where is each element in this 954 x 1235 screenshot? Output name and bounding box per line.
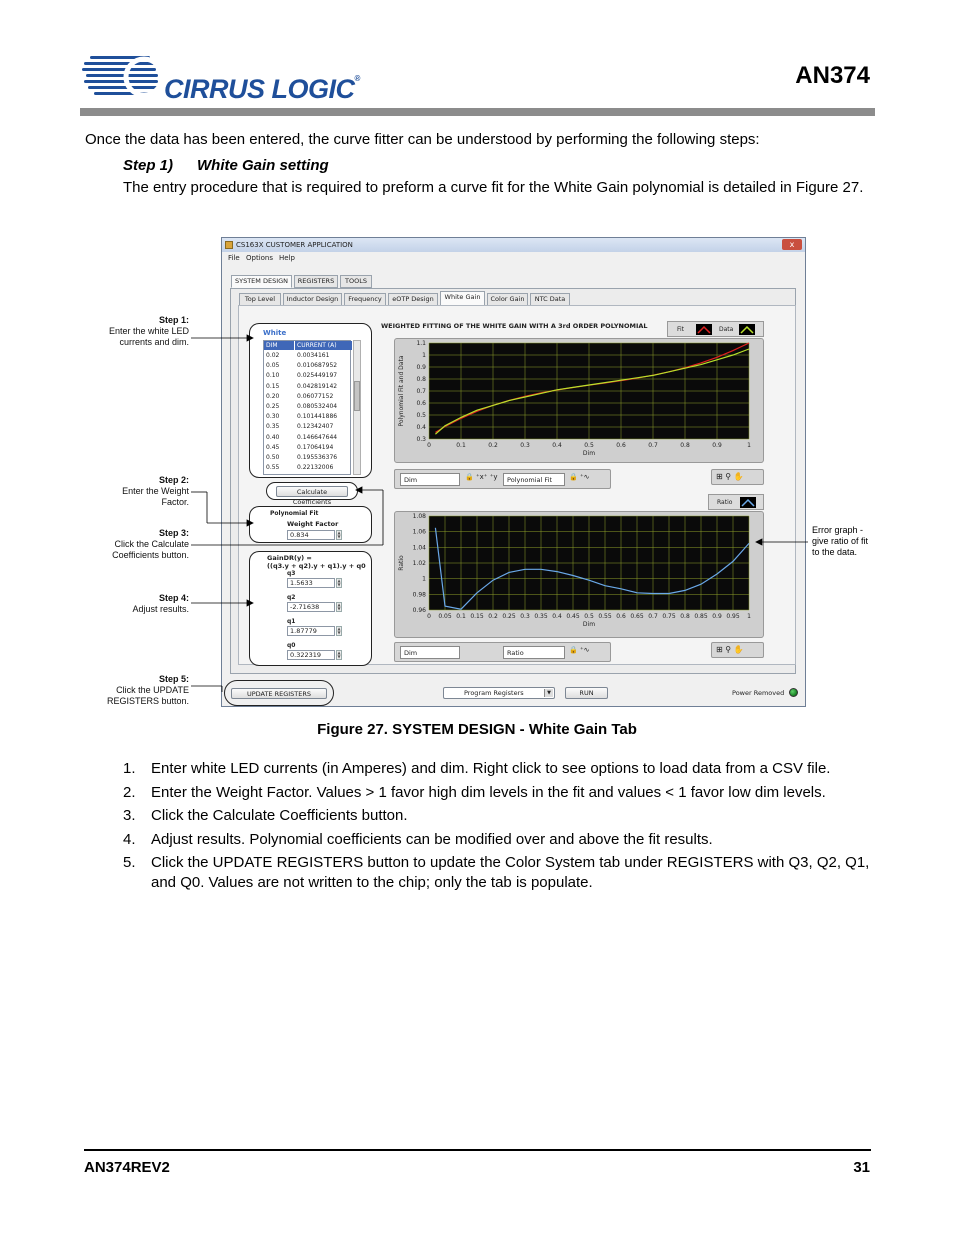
poly-fit-title: Polynomial Fit [270, 510, 319, 517]
close-button[interactable]: x [782, 239, 802, 250]
tab-tools[interactable]: TOOLS [340, 275, 372, 288]
window-title: CS163X CUSTOMER APPLICATION [236, 241, 353, 249]
table-cell-current[interactable]: 0.0034161 [297, 352, 330, 359]
x-tick-label: 0.7 [648, 613, 658, 620]
legend-fit-label: Fit [677, 326, 685, 333]
coef-input-q2[interactable]: -2.71638 [287, 602, 335, 612]
y-axis-label: Ratio [398, 555, 405, 571]
status-text: Power Removed [732, 689, 785, 697]
coef-label-q2: q2 [287, 594, 296, 601]
x-tick-label: 0.7 [648, 442, 658, 449]
graph2-cursor-y[interactable]: Ratio [503, 646, 565, 659]
tab-top-level[interactable]: Top Level [239, 293, 281, 306]
table-cell-dim[interactable]: 0.40 [266, 433, 280, 441]
y-tick-label: 1.06 [412, 528, 426, 536]
zoom-tools-icon-2[interactable]: ⊞ ⚲ ✋ [716, 645, 744, 654]
table-cell-current[interactable]: 0.025449197 [297, 372, 338, 380]
table-title: White [263, 329, 287, 337]
graph1-cursor-x[interactable]: Dim [400, 473, 460, 486]
y-tick-label: 1.02 [412, 560, 426, 567]
graph1-cursor-tools-icon[interactable]: 🔒 ⁺x⁺ ⁺y [465, 473, 498, 481]
y-tick-label: 0.96 [412, 607, 426, 614]
x-tick-label: 0.2 [488, 613, 498, 620]
list-item: 3. Click the Calculate Coefficients button. [123, 807, 408, 824]
steps-list [123, 759, 873, 897]
coef-spinner-q1[interactable]: ▲ ▼ [337, 626, 341, 635]
x-tick-label: 0.9 [712, 613, 722, 620]
x-tick-label: 0.15 [470, 613, 484, 620]
tab-registers[interactable]: REGISTERS [294, 275, 338, 288]
document-id: AN374 [795, 62, 870, 89]
y-axis-label: Polynomial Fit and Data [398, 355, 405, 427]
x-tick-label: 0.2 [488, 442, 498, 449]
graph2-format-icon[interactable]: 🔒 ⁺∿ [569, 646, 590, 654]
x-tick-label: 0.6 [616, 613, 626, 620]
x-axis-label: Dim [582, 621, 596, 628]
step-description: The entry procedure that is required to preform a curve fit for the White Gain polynomial is detailed in Figure 27. [123, 179, 864, 196]
weight-factor-input[interactable]: 0.834 [287, 530, 335, 540]
coef-input-q0[interactable]: 0.322319 [287, 650, 335, 660]
table-cell-dim[interactable]: 0.25 [266, 403, 280, 410]
y-tick-label: 0.8 [416, 376, 426, 383]
y-tick-label: 0.4 [416, 424, 426, 431]
menu-help[interactable]: Help [279, 254, 295, 262]
weight-factor-label: Weight Factor [287, 520, 339, 528]
x-tick-label: 0.45 [566, 613, 580, 620]
footer-divider [84, 1149, 871, 1151]
column-header-dim: DIM [264, 341, 294, 350]
list-item: 4. Adjust results. Polynomial coefficients can be modified over and above the fit results. [123, 830, 713, 848]
table-cell-dim[interactable]: 0.30 [266, 413, 280, 421]
list-item: 2. Enter the Weight Factor. Values > 1 favor high dim levels in the fit and values < 1 favor low dim levels. [123, 783, 826, 801]
menu-file[interactable]: File [228, 254, 240, 262]
graph2-cursor-x[interactable]: Dim [400, 646, 460, 659]
x-tick-label: 0.6 [616, 442, 626, 449]
chevron-down-icon[interactable]: ▼ [544, 689, 553, 697]
table-cell-current[interactable]: 0.12342407 [297, 423, 334, 431]
table-cell-dim[interactable]: 0.20 [266, 392, 280, 400]
x-tick-label: 0.9 [712, 442, 722, 449]
list-item: 5. Click the UPDATE REGISTERS button to update the Color System tab under REGISTERS with Q3, Q2, Q1, and Q0. Values are not written to the chip; only the tab is populate. [123, 854, 870, 891]
y-tick-label: 1.08 [412, 513, 426, 520]
formula-line-1: GainDR(y) = [267, 554, 312, 562]
y-tick-label: 0.7 [416, 388, 426, 395]
x-tick-label: 0.85 [694, 613, 708, 620]
update-registers-button[interactable]: UPDATE REGISTERS [231, 688, 327, 699]
table-cell-current[interactable]: 0.22132006 [297, 464, 334, 472]
calculate-coefficients-button[interactable]: Calculate Coefficients [276, 486, 348, 497]
callout-step-2: Step 2: Enter the Weight Factor. [122, 475, 189, 507]
coef-label-q1: q1 [287, 618, 296, 625]
list-item: 1. Enter white LED currents (in Amperes) and dim. Right click to see options to load data from a CSV file. [123, 760, 831, 777]
callout-step-4: Step 4: Adjust results. [132, 593, 189, 614]
x-tick-label: 0.4 [552, 442, 562, 449]
y-tick-label: 0.6 [416, 400, 426, 407]
callout-step-5: Step 5: Click the UPDATE REGISTERS button. [106, 674, 189, 706]
formula-line-2: ((q3.y + q2).y + q1).y + q0 [267, 562, 366, 570]
x-tick-label: 0.55 [598, 613, 612, 620]
legend-ratio-label: Ratio [717, 499, 733, 506]
y-tick-label: 1.04 [412, 544, 426, 552]
column-header-current: CURRENT (A) [295, 341, 352, 350]
program-select-value: Program Registers [464, 689, 524, 697]
coef-spinner-q3[interactable]: ▲ ▼ [337, 578, 341, 587]
graph1-title: WEIGHTED FITTING OF THE WHITE GAIN WITH A 3rd ORDER POLYNOMIAL [381, 322, 648, 330]
table-cell-dim[interactable]: 0.55 [266, 464, 280, 472]
x-tick-label: 1 [747, 442, 751, 449]
table-cell-current[interactable]: 0.101441886 [297, 413, 338, 421]
company-logo-text: CIRRUS LOGIC® [164, 74, 360, 104]
table-cell-current[interactable]: 0.06077152 [297, 392, 334, 400]
table-cell-current[interactable]: 0.146647644 [297, 433, 338, 441]
coef-label-q3: q3 [287, 570, 296, 577]
y-tick-label: 0.5 [416, 412, 426, 419]
step-heading: Step 1) White Gain setting [123, 157, 329, 174]
coef-spinner-q2[interactable]: ▲ ▼ [337, 602, 341, 611]
x-tick-label: 0.5 [584, 442, 594, 449]
tab-frequency[interactable]: Frequency [344, 293, 386, 306]
footer-doc-rev: AN374REV2 [84, 1159, 170, 1176]
table-cell-dim[interactable]: 0.15 [266, 382, 280, 390]
intro-paragraph: Once the data has been entered, the curve fitter can be understood by performing the following steps: [85, 131, 760, 148]
x-tick-label: 0 [427, 442, 431, 449]
graph1-cursor-y[interactable]: Polynomial Fit [503, 473, 565, 486]
x-tick-label: 0.1 [456, 613, 466, 620]
table-cell-current[interactable]: 0.010687952 [297, 362, 338, 370]
x-tick-label: 1 [747, 613, 751, 620]
callout-step-1: Step 1: Enter the white LED currents and dim. [108, 315, 189, 347]
coef-label-q0: q0 [287, 642, 296, 649]
coef-input-q3[interactable]: 1.5633 [287, 578, 335, 588]
x-tick-label: 0.65 [630, 613, 644, 620]
tab-color-gain[interactable]: Color Gain [487, 293, 528, 306]
x-tick-label: 0.3 [520, 613, 530, 620]
tab-eotp-design[interactable]: eOTP Design [388, 293, 438, 306]
table-cell-current[interactable]: 0.195536376 [297, 454, 338, 461]
coef-input-q1[interactable]: 1.87779 [287, 626, 335, 636]
x-tick-label: 0.8 [680, 613, 690, 620]
y-tick-label: 0.3 [416, 436, 426, 443]
y-tick-label: 1.1 [416, 340, 426, 347]
y-tick-label: 0.9 [416, 364, 426, 371]
x-tick-label: 0.5 [584, 613, 594, 620]
tab-white-gain[interactable]: White Gain [440, 291, 485, 306]
figure-caption: Figure 27. SYSTEM DESIGN - White Gain Tab [317, 721, 637, 738]
y-tick-label: 1 [422, 352, 426, 359]
callout-step-3: Step 3: Click the Calculate Coefficients button. [112, 528, 189, 560]
callout-error-graph: Error graph - give ratio of fit to the data. [812, 525, 869, 557]
x-tick-label: 0.1 [456, 442, 466, 449]
x-axis-label: Dim [582, 450, 596, 457]
graph1-format-icon[interactable]: 🔒 ⁺∿ [569, 473, 590, 481]
table-cell-dim[interactable]: 0.45 [266, 443, 280, 451]
x-tick-label: 0.05 [438, 613, 452, 620]
table-cell-dim[interactable]: 0.35 [266, 423, 280, 431]
table-cell-current[interactable]: 0.080532404 [297, 403, 338, 410]
x-tick-label: 0.95 [726, 613, 740, 620]
page-number: 31 [853, 1159, 870, 1176]
table-cell-dim[interactable]: 0.02 [266, 352, 280, 359]
legend-data-label: Data [719, 326, 734, 333]
x-tick-label: 0 [427, 613, 431, 620]
menu-options[interactable]: Options [246, 254, 274, 262]
tab-system-design[interactable]: SYSTEM DESIGN [231, 275, 292, 288]
tab-inductor-design[interactable]: Inductor Design [283, 293, 342, 306]
zoom-tools-icon[interactable]: ⊞ ⚲ ✋ [716, 472, 744, 481]
x-tick-label: 0.75 [662, 613, 676, 620]
table-cell-dim[interactable]: 0.50 [266, 454, 280, 461]
tab-ntc-data[interactable]: NTC Data [530, 293, 570, 306]
run-button[interactable]: RUN [565, 687, 608, 699]
table-cell-current[interactable]: 0.17064194 [297, 443, 334, 451]
table-cell-current[interactable]: 0.042819142 [297, 382, 338, 390]
table-cell-dim[interactable]: 0.10 [266, 372, 280, 380]
y-tick-label: 0.98 [412, 591, 426, 599]
table-cell-dim[interactable]: 0.05 [266, 362, 280, 370]
x-tick-label: 0.4 [552, 613, 562, 620]
x-tick-label: 0.25 [502, 613, 516, 620]
weight-factor-spinner[interactable]: ▲ ▼ [337, 530, 341, 539]
coef-spinner-q0[interactable]: ▲ ▼ [337, 650, 341, 659]
x-tick-label: 0.3 [520, 442, 530, 449]
x-tick-label: 0.35 [534, 613, 548, 620]
x-tick-label: 0.8 [680, 442, 690, 449]
y-tick-label: 1 [422, 575, 426, 583]
